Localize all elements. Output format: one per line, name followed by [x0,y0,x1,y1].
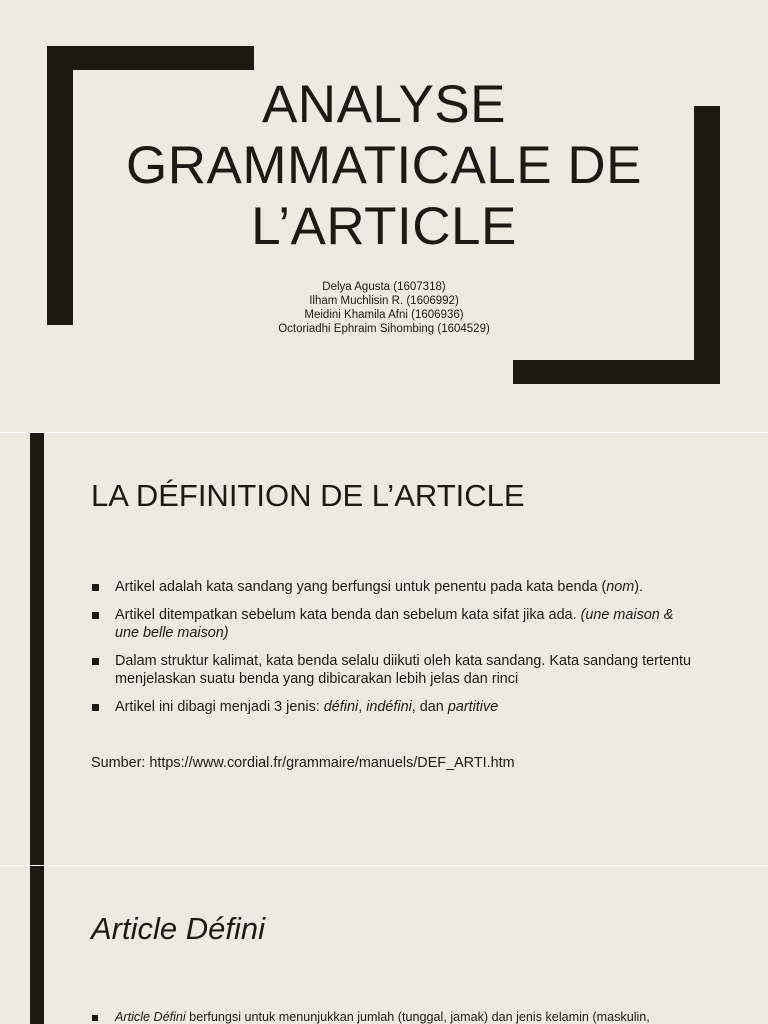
title-line: GRAMMATICALE DE [126,136,642,195]
bullet-list [91,578,691,725]
author-list [150,280,618,336]
title-line: L’ARTICLE [251,197,517,256]
author-name: Delya Agusta (1607318) [322,281,446,293]
author-name: Meidini Khamila Afni (1606936) [304,309,464,321]
list-item [91,606,691,643]
frame-top-left-vertical [47,46,73,325]
slide-heading: Article Défini [91,911,265,946]
list-item [91,652,691,689]
title-line: ANALYSE [261,75,507,134]
square-bullet-icon [92,584,99,591]
bullet-text-tail: ). [634,579,644,595]
square-bullet-icon [92,1015,98,1021]
frame-bottom-right-vertical [694,106,720,384]
frame-top-left-horizontal [47,46,254,70]
bullet-text: Artikel ditempatkan sebelum kata benda dan sebelum kata sifat jika ada. [115,606,581,623]
list-item [91,698,691,717]
slide-accent-bar [30,433,44,865]
slide-heading: LA DÉFINITION DE L’ARTICLE [91,478,525,513]
bullet-italic-text: indéfini [366,698,412,715]
square-bullet-icon [92,658,99,665]
title-slide [0,0,768,432]
list-item [91,1009,691,1024]
bullet-text: Artikel ini dibagi menjadi 3 jenis: [115,698,324,715]
presentation-title [80,74,688,257]
author-name: Ilham Muchlisin R. (1606992) [309,295,459,307]
frame-bottom-right-horizontal [513,360,720,384]
list-item [91,578,691,597]
square-bullet-icon [92,612,99,619]
bullet-text: Dalam struktur kalimat, kata benda selalu diikuti oleh kata sandang. Kata sandang tertentu menjelaskan suatu benda yang dibicarakan lebih jelas dan rinci [115,652,691,687]
bullet-italic-text: partitive [447,698,499,715]
defini-slide [0,866,768,1024]
slide-accent-bar [30,866,44,1024]
bullet-text: Artikel adalah kata sandang yang berfungsi untuk penentu pada kata benda ( [115,579,607,595]
source-citation: Sumber: https://www.cordial.fr/grammaire/manuels/DEF_ARTI.htm [91,755,515,771]
bullet-italic-text: (une maison & une belle maison) [115,606,674,641]
bullet-italic-text: nom [606,579,635,595]
bullet-separator-text: , [358,698,367,715]
definition-slide [0,433,768,865]
bullet-italic-text: Article Défini [115,1010,186,1024]
author-name: Octoriadhi Ephraim Sihombing (1604529) [278,323,490,335]
square-bullet-icon [92,704,99,711]
bullet-list [91,1009,691,1024]
bullet-text: berfungsi untuk menunjukkan jumlah (tunggal, jamak) dan jenis kelamin (maskulin, [185,1010,650,1024]
bullet-italic-text: défini [323,698,359,715]
bullet-separator-text: , dan [411,698,448,715]
